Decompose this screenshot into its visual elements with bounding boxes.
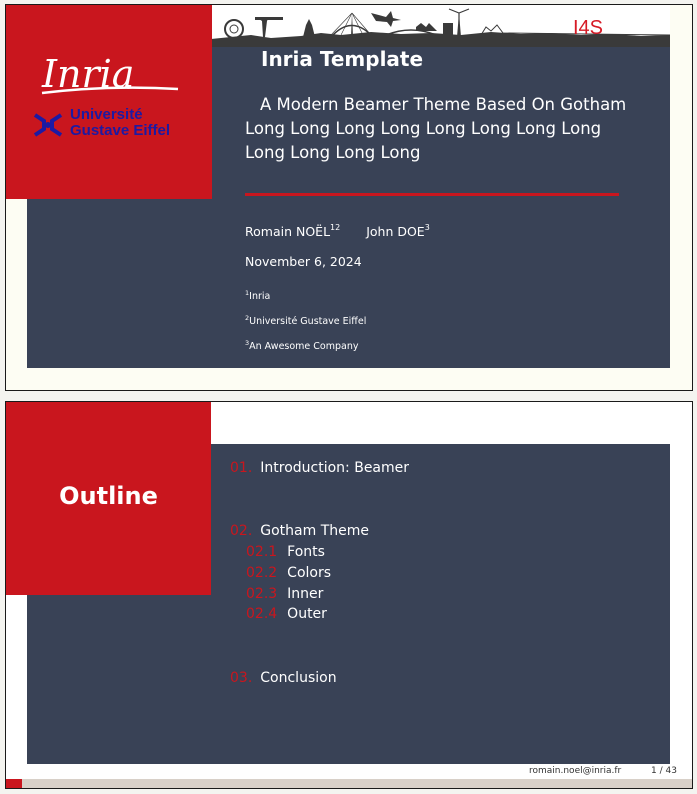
toc-subitem-colors[interactable] [246, 565, 331, 581]
toc-subitem-inner[interactable] [246, 586, 323, 602]
institute-number: 2 [245, 314, 250, 322]
toc-number: 02.3 [246, 586, 278, 602]
institute-number: 1 [245, 289, 250, 297]
toc-number: 02.1 [246, 544, 278, 560]
institute-line [245, 339, 358, 352]
author-name: Romain NOËL [245, 224, 331, 239]
footer-accent [6, 779, 22, 789]
institute-name: An Awesome Company [249, 341, 359, 352]
institute-line [245, 289, 270, 302]
author-affiliation: 12 [330, 223, 341, 232]
toc-label: Colors [287, 565, 332, 581]
footer-progress-bar [22, 779, 693, 789]
toc-label: Fonts [287, 544, 325, 560]
footer-page-number: 1 / 43 [651, 766, 677, 776]
toc-label: Outer [287, 606, 327, 622]
title-divider [245, 193, 619, 196]
outline-title: Outline [59, 482, 158, 510]
institute-number: 3 [245, 339, 250, 347]
i4s-logo: I4S [573, 17, 604, 39]
toc-label: Gotham Theme [260, 523, 369, 539]
toc-label: Conclusion [260, 670, 337, 686]
presentation-title: Inria Template [261, 47, 424, 71]
authors-line [245, 223, 430, 239]
institute-name: Université Gustave Eiffel [249, 316, 367, 327]
toc-subitem-fonts[interactable] [246, 544, 325, 560]
author-name: John DOE [366, 224, 425, 239]
author-affiliation: 3 [424, 223, 430, 232]
inria-logo [40, 49, 180, 99]
toc-item-introduction[interactable] [230, 460, 409, 476]
outline-slide [5, 401, 693, 789]
svg-text:Inria: Inria [42, 52, 135, 96]
toc-number: 02.2 [246, 565, 278, 581]
outline-title-block [6, 402, 211, 595]
title-slide [5, 4, 693, 391]
institute-name: Inria [249, 291, 271, 302]
uge-logo-text [70, 107, 170, 139]
toc-number: 02.4 [246, 606, 278, 622]
side-strip [6, 595, 27, 760]
toc-number: 01. [230, 460, 253, 476]
toc-item-conclusion[interactable] [230, 670, 337, 686]
toc-number: 02. [230, 523, 253, 539]
institute-line [245, 314, 366, 327]
uge-line2: Gustave Eiffel [70, 122, 171, 139]
toc-subitem-outer[interactable] [246, 606, 327, 622]
presentation-subtitle: A Modern Beamer Theme Based On Gotham Long Long Long Long Long Long Long Long Long Long Long Long [245, 95, 627, 162]
toc-number: 03. [230, 670, 253, 686]
logo-block [6, 5, 212, 199]
toc-label: Inner [287, 586, 324, 602]
uge-line1: Université [70, 106, 143, 123]
toc-item-gotham-theme[interactable] [230, 523, 369, 539]
presentation-date: November 6, 2024 [245, 254, 362, 269]
footer-email: romain.noel@inria.fr [529, 766, 622, 776]
toc-label: Introduction: Beamer [260, 460, 410, 476]
uge-emblem-icon [32, 109, 64, 141]
